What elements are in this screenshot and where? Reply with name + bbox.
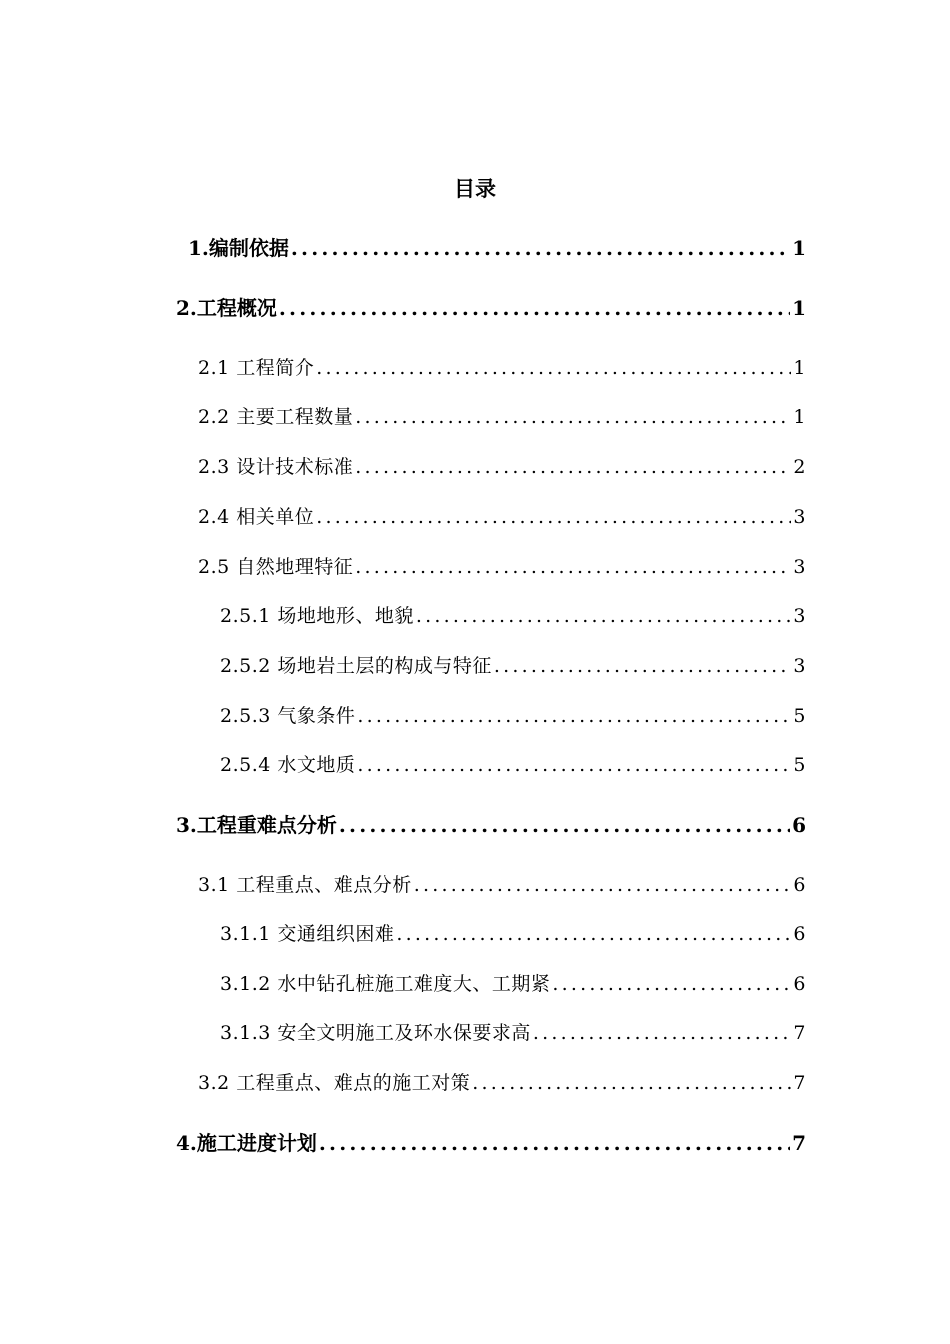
toc-page-number: 3 (793, 605, 806, 627)
toc-dot-leader (472, 1068, 791, 1098)
toc-dot-leader (494, 651, 792, 681)
toc-entry[interactable] (198, 1068, 806, 1098)
toc-entry[interactable] (198, 452, 806, 482)
toc-entry-label: 2.5.2 场地岩土层的构成与特征 (220, 655, 492, 677)
toc-entry-label: 4.施工进度计划 (176, 1131, 317, 1155)
toc-entry-label: 1.编制依据 (188, 236, 289, 260)
toc-entry-label: 3.1 工程重点、难点分析 (198, 874, 412, 896)
toc-entry-label: 2.1 工程简介 (198, 357, 315, 379)
toc-entry-label: 2.5.4 水文地质 (220, 754, 356, 776)
toc-page-number: 2 (793, 456, 806, 478)
toc-page-number: 1 (793, 357, 806, 379)
toc-entry[interactable] (188, 233, 806, 263)
toc-dot-leader (339, 810, 790, 840)
toc-entry[interactable] (198, 502, 806, 532)
toc-entry[interactable] (220, 651, 806, 681)
toc-dot-leader (355, 452, 791, 482)
toc-page-number: 3 (793, 506, 806, 528)
toc-dot-leader (316, 502, 791, 532)
toc-entry-label: 2.5 自然地理特征 (198, 556, 354, 578)
toc-dot-leader (355, 552, 791, 582)
toc-entry[interactable] (220, 701, 806, 731)
toc-page-number: 3 (793, 655, 806, 677)
toc-page-number: 1 (792, 236, 806, 260)
toc-entry[interactable] (220, 750, 806, 780)
toc-dot-leader (316, 353, 791, 383)
toc-page-number: 1 (793, 406, 806, 428)
toc-page-number: 6 (793, 874, 806, 896)
toc-dot-leader (396, 919, 791, 949)
toc-page-number: 1 (792, 296, 806, 320)
toc-entry-label: 2.2 主要工程数量 (198, 406, 354, 428)
toc-entry-label: 3.工程重难点分析 (176, 813, 337, 837)
toc-page-number: 3 (793, 556, 806, 578)
toc-page-number: 5 (793, 705, 806, 727)
toc-dot-leader (416, 601, 792, 631)
toc-page-number: 7 (792, 1131, 806, 1155)
toc-entry-label: 2.3 设计技术标准 (198, 456, 354, 478)
toc-entry[interactable] (198, 353, 806, 383)
toc-entry[interactable] (176, 1128, 806, 1158)
toc-entry[interactable] (176, 810, 806, 840)
toc-entry[interactable] (220, 969, 806, 999)
toc-dot-leader (291, 233, 790, 263)
toc-dot-leader (319, 1128, 790, 1158)
toc-entry-label: 2.5.1 场地地形、地貌 (220, 605, 414, 627)
toc-entry[interactable] (220, 1018, 806, 1048)
toc-dot-leader (355, 402, 791, 432)
toc-entry-label: 3.2 工程重点、难点的施工对策 (198, 1072, 471, 1094)
toc-page-number: 7 (793, 1072, 806, 1094)
toc-dot-leader (414, 870, 792, 900)
toc-entry-label: 3.1.3 安全文明施工及环水保要求高 (220, 1022, 531, 1044)
toc-entry-label: 3.1.2 水中钻孔桩施工难度大、工期紧 (220, 973, 551, 995)
toc-entry-label: 3.1.1 交通组织困难 (220, 923, 395, 945)
toc-page-number: 6 (792, 813, 806, 837)
toc-dot-leader (357, 701, 791, 731)
toc-page-number: 7 (793, 1022, 806, 1044)
toc-entry[interactable] (220, 919, 806, 949)
toc-page-number: 6 (793, 923, 806, 945)
toc-dot-leader (533, 1018, 792, 1048)
toc-dot-leader (279, 293, 790, 323)
toc-dot-leader (357, 750, 791, 780)
toc-entry[interactable] (198, 870, 806, 900)
toc-entry[interactable] (198, 552, 806, 582)
toc-entry[interactable] (220, 601, 806, 631)
toc-entry-label: 2.工程概况 (176, 296, 277, 320)
toc-page-number: 5 (793, 754, 806, 776)
toc-entry[interactable] (176, 293, 806, 323)
toc-entry-label: 2.4 相关单位 (198, 506, 315, 528)
page-title: 目录 (454, 176, 496, 201)
toc-entry-label: 2.5.3 气象条件 (220, 705, 356, 727)
toc-entry[interactable] (198, 402, 806, 432)
toc-dot-leader (552, 969, 791, 999)
toc-page-number: 6 (793, 973, 806, 995)
